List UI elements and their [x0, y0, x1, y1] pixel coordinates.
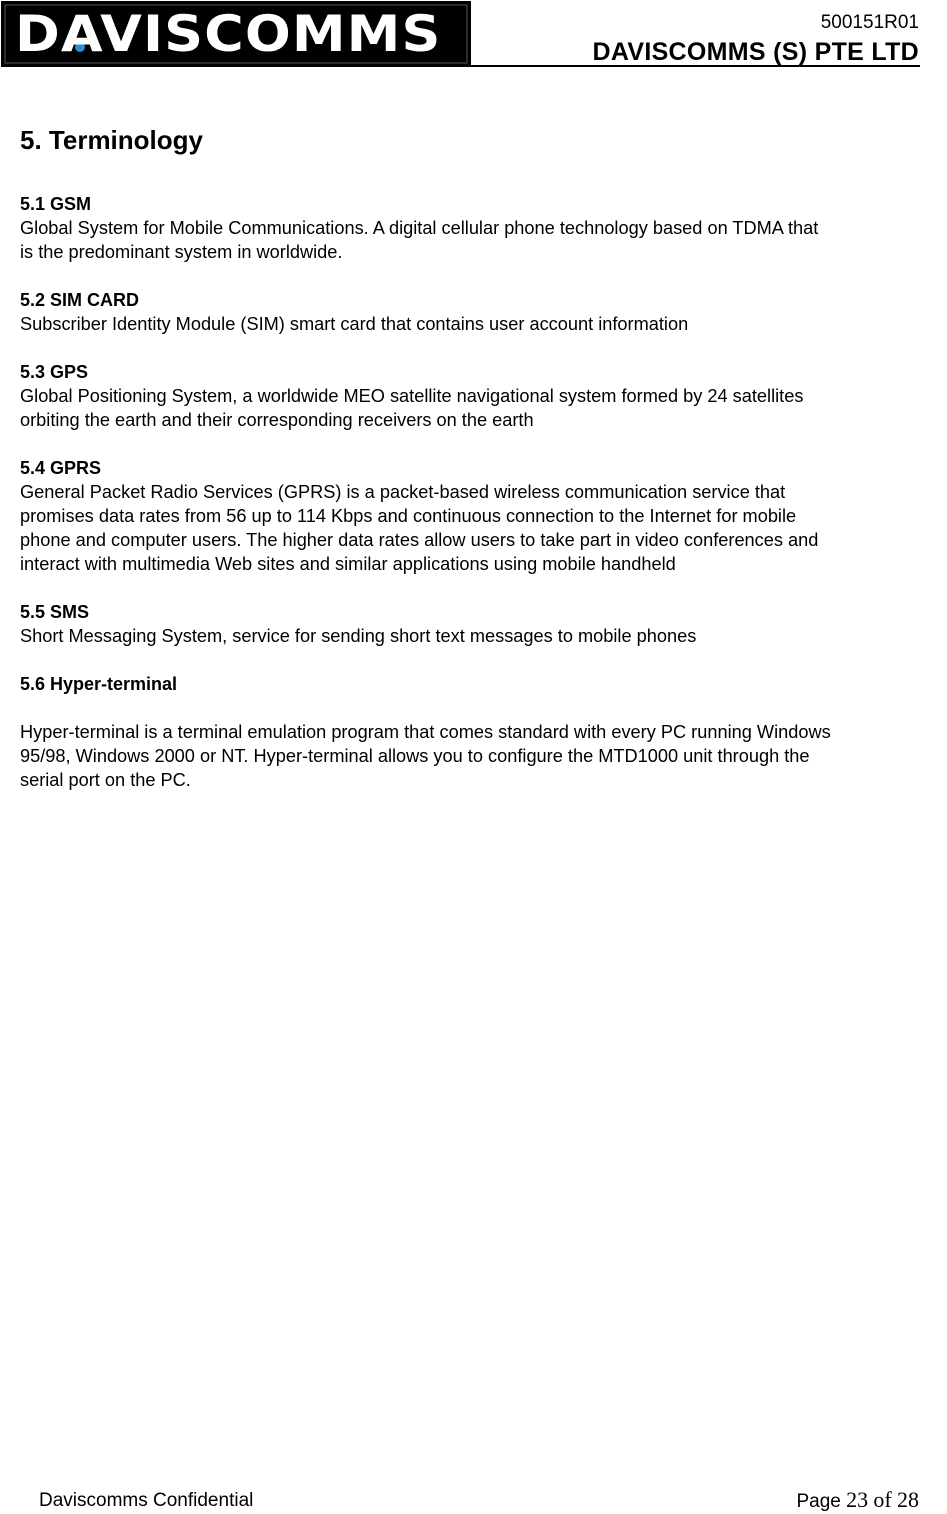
section-title: 5. Terminology: [20, 125, 203, 155]
page-of: of: [873, 1487, 892, 1512]
company-name: DAVISCOMMS (S) PTE LTD: [592, 38, 919, 66]
doc-number: 500151R01: [820, 12, 919, 33]
document-body: [20, 124, 947, 816]
term-heading: 5.4 GPRS: [20, 458, 102, 478]
term-heading: 5.3 GPS: [20, 362, 89, 382]
term-sms: [20, 600, 947, 648]
page-header: [0, 0, 947, 70]
footer-confidential: Daviscomms Confidential: [39, 1490, 254, 1511]
term-body: Global System for Mobile Communications. A digital cellular phone technology based on TDMA that is the predominant system in worldwide.: [20, 218, 819, 262]
term-hyper-terminal: [20, 672, 947, 792]
term-body: Hyper-terminal is a terminal emulation program that comes standard with every PC running Windows 95/98, Windows 2000 or NT. Hyper-terminal allows you to configure the MTD1000 unit through the serial port on the PC.: [20, 722, 831, 790]
footer-page-number: [796, 1487, 919, 1513]
term-heading: 5.5 SMS: [20, 602, 90, 622]
term-body: Global Positioning System, a worldwide MEO satellite navigational system formed by 24 satellites orbiting the earth and their corresponding receivers on the earth: [20, 386, 804, 430]
term-heading: 5.6 Hyper-terminal: [20, 674, 178, 694]
page-label: Page: [796, 1491, 841, 1512]
term-heading: 5.1 GSM: [20, 194, 92, 214]
page-current: 23: [846, 1487, 869, 1512]
term-sim-card: [20, 288, 947, 336]
daviscomms-logo: [1, 1, 471, 67]
page-total: 28: [897, 1487, 919, 1512]
term-heading: 5.2 SIM CARD: [20, 290, 140, 310]
term-gsm: [20, 192, 947, 264]
term-gps: [20, 360, 947, 432]
term-body: Short Messaging System, service for sending short text messages to mobile phones: [20, 626, 697, 646]
term-gprs: [20, 456, 947, 576]
logo-text: DAVISCOMMS: [15, 5, 442, 63]
term-body: General Packet Radio Services (GPRS) is a packet-based wireless communication service that promises data rates from 56 up to 114 Kbps and continuous connection to the Internet for mobile phone and computer users. The higher data rates allow users to take part in video conferences and interact with multimedia Web sites and similar applications using mobile handheld: [20, 482, 819, 574]
term-body: Subscriber Identity Module (SIM) smart card that contains user account information: [20, 314, 689, 334]
